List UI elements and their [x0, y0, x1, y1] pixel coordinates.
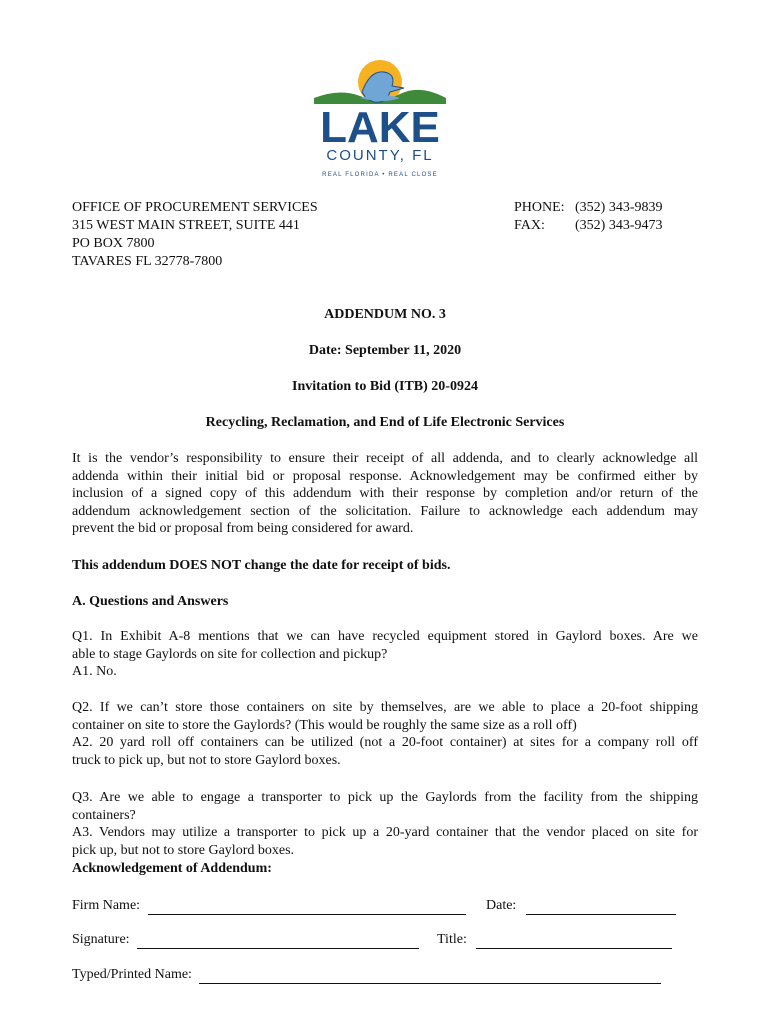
- fax-row: [514, 217, 663, 235]
- acknowledgement-heading-text: Acknowledgement of Addendum:: [72, 861, 272, 876]
- title-row: [437, 931, 672, 949]
- qa-line: A2. 20 yard roll off containers can be utilized (not a 20-foot container) at sites for a company roll off: [72, 735, 698, 750]
- notice-text: This addendum DOES NOT change the date for receipt of bids.: [72, 558, 451, 573]
- addendum-number: ADDENDUM NO. 3: [324, 307, 446, 322]
- qa-item-1: [72, 628, 698, 681]
- qa-line: truck to pick up, but not to store Gaylord boxes.: [72, 752, 341, 768]
- qa-line: Q3. Are we able to engage a transporter to pick up the Gaylords from the facility from the shipping: [72, 790, 698, 805]
- itb-title: Recycling, Reclamation, and End of Life Electronic Services: [205, 415, 565, 430]
- firm-name-field[interactable]: [148, 900, 466, 915]
- qa-item-3: [72, 789, 698, 859]
- phone-label: PHONE:: [514, 200, 565, 215]
- signature-row: [72, 931, 419, 949]
- intro-line: It is the vendor’s responsibility to ensure their receipt of all addenda, and to clearly acknowledge all: [72, 451, 698, 466]
- qa-line: able to stage Gaylords on site for collection and pickup?: [72, 646, 388, 662]
- qa-line: containers?: [72, 807, 136, 823]
- section-a-text: A. Questions and Answers: [72, 594, 229, 609]
- office-po-box: PO BOX 7800: [72, 236, 155, 251]
- date-field[interactable]: [526, 900, 676, 915]
- qa-line: container on site to store the Gaylords? (This would be roughly the same size as a roll off): [72, 717, 577, 733]
- lake-county-logo: [300, 52, 460, 182]
- office-name: OFFICE OF PROCUREMENT SERVICES: [72, 200, 318, 215]
- fax-number: (352) 343-9473: [575, 218, 663, 233]
- office-address: [72, 199, 318, 271]
- typed-name-label: Typed/Printed Name:: [72, 967, 192, 982]
- signature-label: Signature:: [72, 932, 130, 947]
- bid-date-notice: [72, 557, 698, 575]
- qa-line: Q1. In Exhibit A-8 mentions that we can have recycled equipment stored in Gaylord boxes. Are we: [72, 629, 698, 644]
- title-field[interactable]: [476, 934, 672, 949]
- addendum-date: Date: September 11, 2020: [308, 343, 462, 358]
- logo-tagline-text: REAL FLORIDA • REAL CLOSE: [322, 172, 438, 178]
- acknowledgement-heading: [72, 860, 698, 878]
- contact-info: [514, 199, 663, 235]
- intro-line: addendum acknowledgement section of the solicitation. Failure to acknowledge each addendum may: [72, 503, 698, 519]
- typed-name-field[interactable]: [199, 969, 661, 984]
- office-street: 315 WEST MAIN STREET, SUITE 441: [72, 218, 300, 233]
- intro-line: inclusion of a signed copy of this addendum with their response by completion and/or return of the: [72, 486, 698, 501]
- office-city: TAVARES FL 32778-7800: [72, 254, 223, 269]
- signature-field[interactable]: [137, 934, 419, 949]
- firm-name-row: [72, 897, 466, 915]
- phone-row: [514, 199, 663, 217]
- qa-line: pick up, but not to store Gaylord boxes.: [72, 842, 295, 858]
- intro-line: prevent the bid or proposal from being considered for award.: [72, 521, 414, 536]
- qa-line: A1. No.: [72, 664, 117, 679]
- phone-number: (352) 343-9839: [575, 200, 663, 215]
- qa-line: A3. Vendors may utilize a transporter to pick up a 20-yard container that the vendor placed on site for: [72, 825, 698, 840]
- intro-line: addenda within their initial bid or proposal response. Acknowledgement may be confirmed either by: [72, 468, 698, 484]
- title-label: Title:: [437, 932, 467, 947]
- itb-number: Invitation to Bid (ITB) 20-0924: [292, 379, 478, 394]
- section-a-heading: [72, 593, 698, 611]
- qa-item-2: [72, 699, 698, 769]
- qa-line: Q2. If we can’t store those containers on site by themselves, are we able to place a 20-foot shipping: [72, 700, 698, 715]
- fax-label: FAX:: [514, 218, 545, 233]
- typed-name-row: [72, 966, 661, 984]
- date-row: [486, 897, 676, 915]
- logo-county-text: COUNTY, FL: [326, 147, 434, 164]
- lake-county-logo-graphic: [300, 52, 460, 182]
- firm-name-label: Firm Name:: [72, 898, 141, 913]
- date-label: Date:: [486, 898, 517, 913]
- intro-paragraph: [72, 450, 698, 538]
- logo-lake-text: LAKE: [320, 103, 440, 152]
